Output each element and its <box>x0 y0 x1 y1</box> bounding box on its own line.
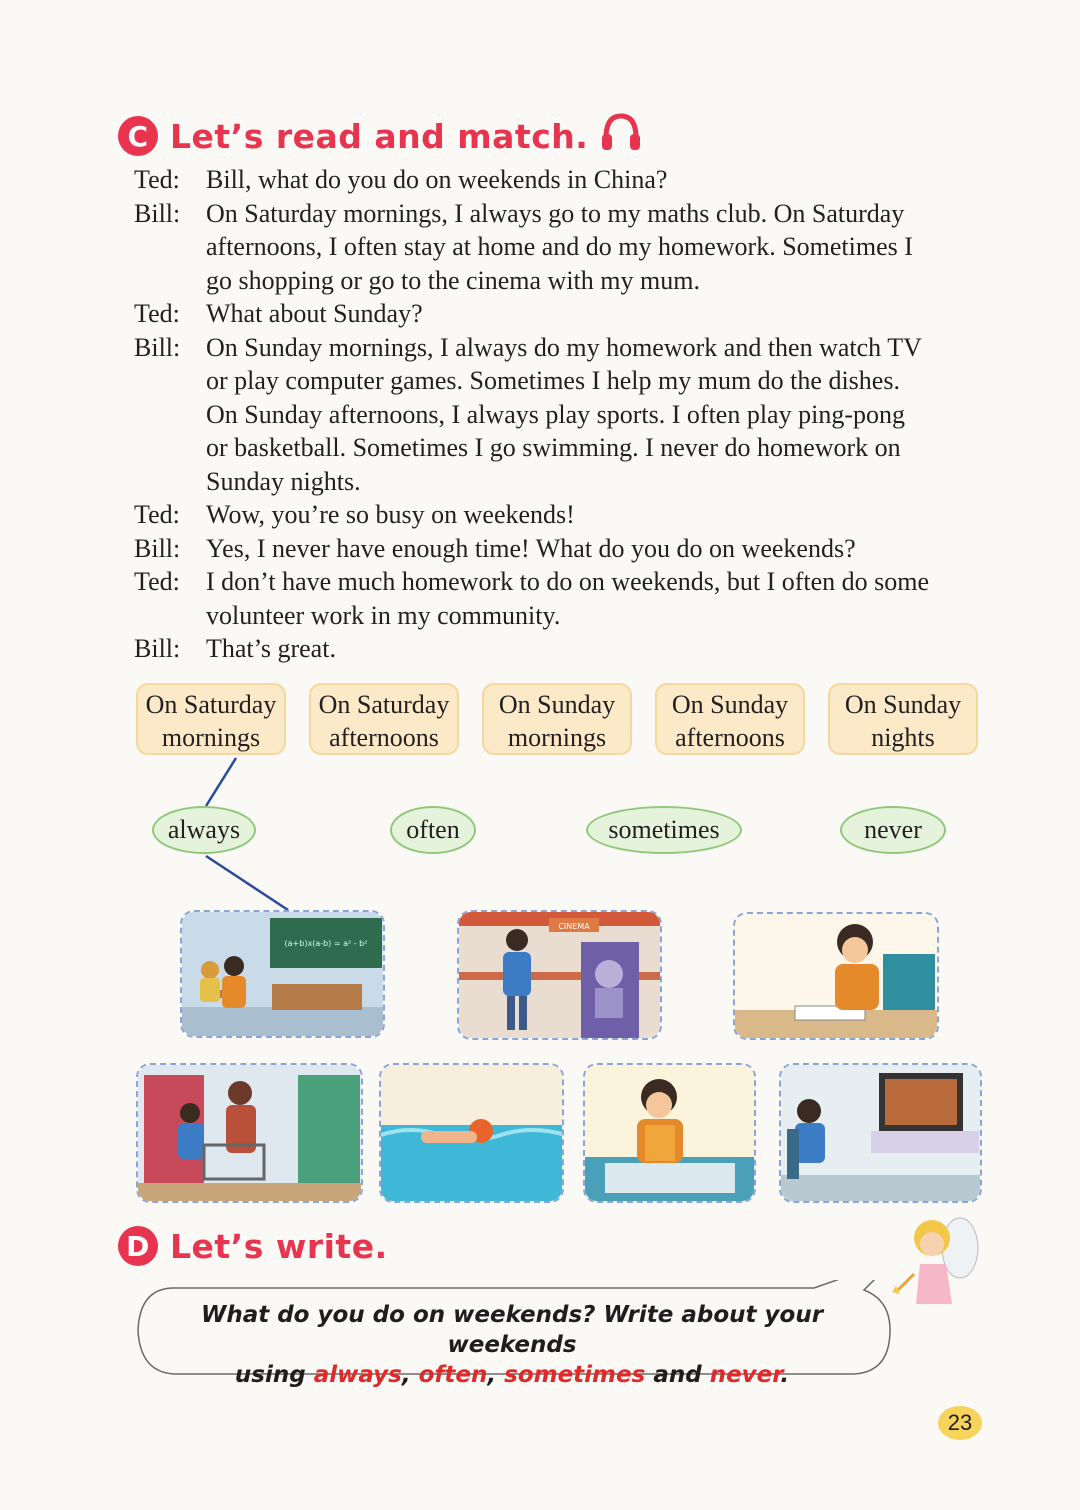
section-c-title: Let’s read and match. <box>170 116 589 156</box>
freq-always[interactable]: always <box>152 806 256 854</box>
picture-swimming[interactable] <box>379 1063 564 1203</box>
picture-shopping[interactable] <box>136 1063 363 1203</box>
dialogue-text-line: go shopping or go to the cinema with my mum. <box>206 265 700 295</box>
dialogue-text-line: That’s great. <box>206 634 336 663</box>
freq-often[interactable]: often <box>390 806 476 854</box>
dialogue-text-line: afternoons, I often stay at home and do my homework. Sometimes I <box>206 232 913 261</box>
dialogue-text-line: What about Sunday? <box>206 299 423 328</box>
dialogue-text-line: On Saturday mornings, I always go to my maths club. On Saturday <box>206 198 905 228</box>
dialogue-text-line: Sunday nights. <box>206 466 361 496</box>
dialogue-text-line: or basketball. Sometimes I go swimming. I never do homework on <box>206 433 901 462</box>
word-always: always <box>313 1362 402 1388</box>
dialogue-text-line: On Sunday mornings, I always do my homework and then watch TV <box>206 332 922 362</box>
time-box-sunday-afternoons[interactable]: On Sunday afternoons <box>655 683 805 755</box>
freq-sometimes[interactable]: sometimes <box>586 806 742 854</box>
word-sometimes: sometimes <box>504 1362 646 1388</box>
dialogue-speaker: Bill: <box>134 332 181 362</box>
dialogue-speaker: Bill: <box>134 634 181 663</box>
time-box-saturday-afternoons[interactable]: On Saturday afternoons <box>309 683 459 755</box>
dialogue-speaker: Ted: <box>134 165 180 194</box>
dialogue-text-line: volunteer work in my community. <box>206 600 561 630</box>
word-often: often <box>418 1362 488 1388</box>
time-box-sunday-nights[interactable]: On Sunday nights <box>828 683 978 755</box>
page-number: 23 <box>938 1406 982 1440</box>
angel-icon <box>890 1208 982 1320</box>
picture-maths-club[interactable] <box>180 910 385 1038</box>
time-box-saturday-mornings[interactable]: On Saturday mornings <box>136 683 286 755</box>
picture-dishes[interactable] <box>583 1063 756 1203</box>
dialogue-text-line: Yes, I never have enough time! What do you do on weekends? <box>206 533 856 563</box>
section-d-title: Let’s write. <box>170 1226 388 1266</box>
dialogue-text-line: or play computer games. Sometimes I help my mum do the dishes. <box>206 366 900 395</box>
dialogue-speaker: Ted: <box>134 500 180 529</box>
section-d-heading <box>118 1226 388 1266</box>
dialogue-speaker: Bill: <box>134 533 181 563</box>
picture-tv[interactable] <box>779 1063 982 1203</box>
section-c-badge: C <box>118 116 158 156</box>
dialogue-speaker: Ted: <box>134 299 180 328</box>
dialogue-text-line: Wow, you’re so busy on weekends! <box>206 500 575 529</box>
freq-never[interactable]: never <box>840 806 946 854</box>
cinema-sign: CINEMA <box>558 922 590 931</box>
dialogue-text-line: I don’t have much homework to do on weekends, but I often do some <box>206 567 930 596</box>
picture-homework[interactable] <box>733 912 939 1040</box>
dialogue-text-line: On Sunday afternoons, I always play sports. I often play ping-pong <box>206 399 905 429</box>
board-formula: (a+b)x(a-b) = a² - b² <box>284 939 368 948</box>
dialogue-speaker: Ted: <box>134 567 180 596</box>
writing-prompt: What do you do on weekends? Write about your weekends using always, often, sometimes and never. <box>200 1302 824 1388</box>
time-box-sunday-mornings[interactable]: On Sunday mornings <box>482 683 632 755</box>
picture-cinema[interactable] <box>457 910 662 1040</box>
dialogue-text-line: Bill, what do you do on weekends in China? <box>206 165 668 194</box>
dialogue-speaker: Bill: <box>134 198 181 228</box>
section-d-badge: D <box>118 1226 158 1266</box>
word-never: never <box>709 1362 781 1388</box>
